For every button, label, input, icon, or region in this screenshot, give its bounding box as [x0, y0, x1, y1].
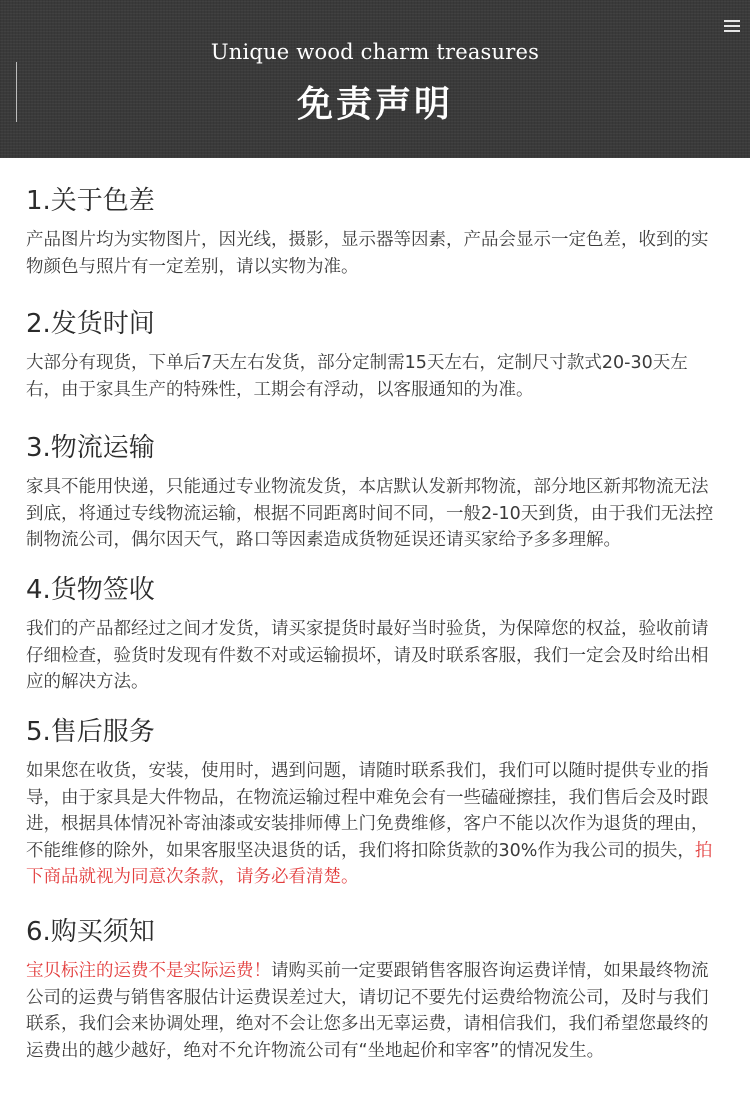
section-shipping-time [26, 308, 716, 403]
section-body: 产品图片均为实物图片，因光线，摄影，显示器等因素，产品会显示一定色差，收到的实物颜色与照片有一定差别，请以实物为准。 [26, 230, 709, 277]
section-heading: 2.发货时间 [26, 309, 155, 339]
section-body: 我们的产品都经过之间才发货，请买家提货时最好当时验货，为保障您的权益，验收前请仔细检查，验货时发现有件数不对或运输损坏，请及时联系客服，我们一定会及时给出相应的解决方法。 [26, 619, 709, 692]
section-body [26, 758, 716, 891]
header-subtitle: Unique wood charm treasures [210, 40, 540, 64]
menu-icon[interactable] [724, 20, 740, 34]
section-purchase-notice [26, 916, 716, 1064]
section-body [26, 958, 716, 1064]
section-heading: 3.物流运输 [26, 433, 155, 463]
section-color-difference [26, 185, 716, 280]
section-body-warning: 宝贝标注的运费不是实际运费！ [26, 961, 271, 981]
section-heading: 6.购买须知 [26, 917, 155, 947]
header-banner [0, 0, 750, 158]
section-receipt [26, 574, 716, 696]
section-heading: 1.关于色差 [26, 186, 155, 216]
page-title: 免责声明 [296, 84, 453, 125]
section-body-text: 请购买前一定要跟销售客服咨询运费详情，如果最终物流公司的运费与销售客服估计运费误差过大，请切记不要先付运费给物流公司，及时与我们联系，我们会来协调处理，绝对不会让您多出无辜运费，请相信我们，我们希望您最终的运费出的越少越好，绝对不允许物流公司有“坐地起价和宰客”的情况发生。 [26, 961, 709, 1061]
section-after-sales [26, 716, 716, 891]
section-body-warning: 拍下商品就视为同意次条款，请务必看清楚。 [26, 840, 713, 887]
section-logistics [26, 432, 716, 554]
section-heading: 5.售后服务 [26, 717, 155, 747]
section-body: 大部分有现货，下单后7天左右发货，部分定制需15天左右，定制尺寸款式20-30天左右，由于家具生产的特殊性，工期会有浮动，以客服通知的为准。 [26, 353, 688, 400]
section-body-text: 如果您在收货，安装，使用时，遇到问题，请随时联系我们，我们可以随时提供专业的指导，由于家具是大件物品，在物流运输过程中难免会有一些磕碰擦挂，我们售后会及时跟进，根据具体情况补寄油漆或安装排师傅上门免费维修，客户不能以次作为退货的理由，不能维修的除外，如果客服坚决退货的话，我们将扣除货款的30%作为我公司的损失， [26, 761, 709, 861]
section-heading: 4.货物签收 [26, 575, 155, 605]
section-body: 家具不能用快递，只能通过专业物流发货，本店默认发新邦物流，部分地区新邦物流无法到底，将通过专线物流运输，根据不同距离时间不同，一般2-10天到货，由于我们无法控制物流公司，偶尔因天气，路口等因素造成货物延误还请买家给予多多理解。 [26, 477, 714, 550]
